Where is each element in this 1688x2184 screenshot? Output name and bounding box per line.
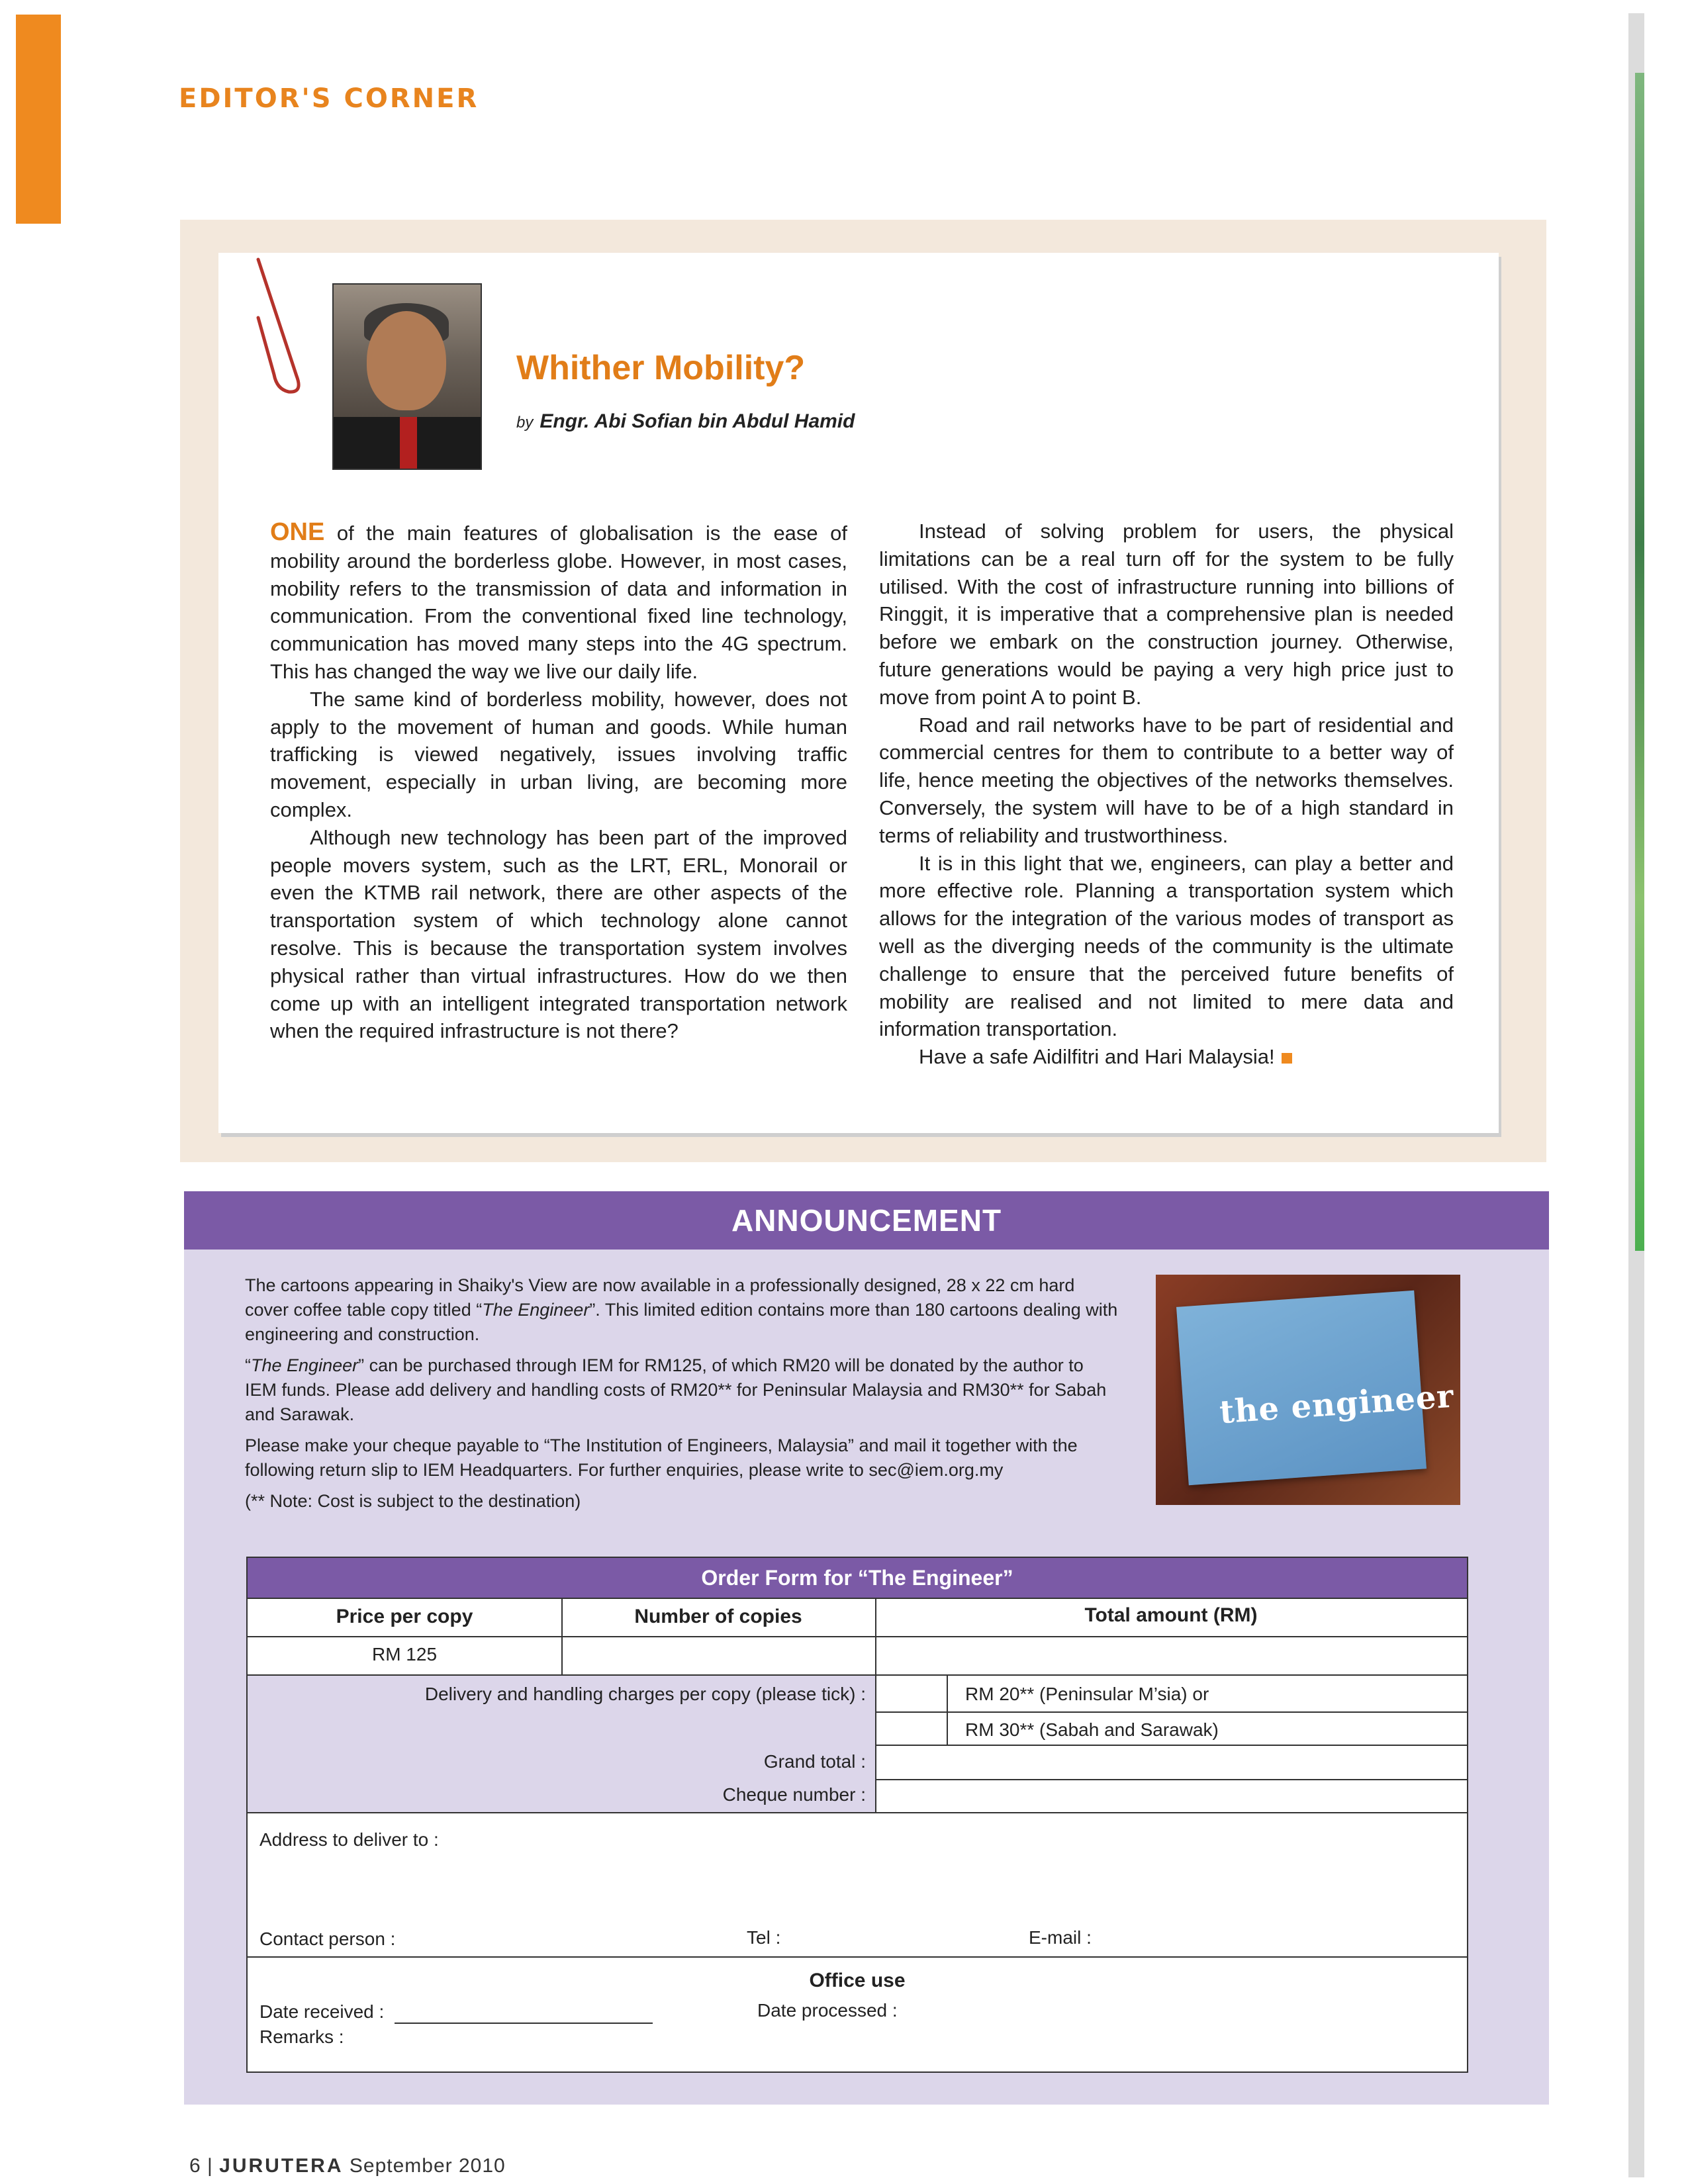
address-input[interactable]	[259, 1856, 1451, 1922]
rule	[248, 1674, 1467, 1676]
author-name: Engr. Abi Sofian bin Abdul Hamid	[539, 410, 855, 432]
article-paragraph: It is in this light that we, engineers, can play a better and more effective role. Planning a transportation system which allows for the integration of the various modes of transport as well as the diverging needs of the community is the ultimate challenge to ensure that the perceived future benefits of mobility are realised and not limited to mere data and information transportation.	[879, 851, 1454, 1041]
tel-label: Tel :	[747, 1927, 781, 1948]
rule	[248, 1812, 1467, 1813]
paperclip-icon	[245, 251, 318, 397]
footer-divider: |	[207, 2155, 220, 2177]
page-edge-image	[1635, 73, 1644, 1251]
announcement-header: ANNOUNCEMENT	[184, 1191, 1549, 1250]
office-use-heading: Office use	[809, 1970, 906, 1991]
rule	[947, 1674, 948, 1746]
rule	[876, 1711, 1467, 1713]
column-header-price: Price per copy	[336, 1606, 473, 1627]
byline	[516, 410, 855, 433]
announcement-text	[245, 1273, 1119, 1520]
rule	[248, 1598, 1467, 1599]
text-span: ” can be purchased through IEM for RM125, of which RM20 will be donated by the author to IEM funds. Please add delivery and handling costs of RM20** for Peninsular Malaysia and RM30** for Sabah and Sarawak.	[245, 1355, 1107, 1424]
byline-prefix: by	[516, 414, 534, 432]
address-label: Address to deliver to :	[259, 1829, 439, 1850]
date-received-label: Date received :	[259, 2001, 385, 2022]
book-photo	[1156, 1275, 1460, 1505]
column-header-total: Total amount (RM)	[1084, 1604, 1258, 1626]
price-value: RM 125	[371, 1644, 438, 1664]
closing-text: Have a safe Aidilfitri and Hari Malaysia!	[919, 1045, 1275, 1069]
book-title-italic: The Engineer	[251, 1355, 359, 1375]
email-label: E-mail :	[1029, 1927, 1092, 1948]
rule	[248, 1636, 1467, 1637]
article-title: Whither Mobility?	[516, 349, 806, 387]
text-span: ”. This limited edition contains more than 180 cartoons dealing with engineering and construction.	[245, 1300, 1118, 1344]
article-paragraph: Instead of solving problem for users, the physical limitations can be a real turn off for the system to be fully utilised. With the cost of infrastructure running into billions of Ringgit, it is imperative that a comprehensive plan is needed before we embark on the construction journey. Otherwise, future generations would be paying a very high price just to move from point A to point B.	[879, 520, 1454, 709]
book-title-italic: The Engineer	[482, 1300, 590, 1320]
grand-total-label: Grand total :	[763, 1751, 866, 1772]
option-peninsular: RM 20** (Peninsular M’sia) or	[965, 1684, 1209, 1704]
option-sabah-sarawak: RM 30** (Sabah and Sarawak)	[965, 1719, 1219, 1740]
cheque-number-input[interactable]	[876, 1780, 1467, 1812]
issue-date: September 2010	[349, 2155, 506, 2177]
cheque-number-label: Cheque number :	[722, 1784, 866, 1805]
article-paragraph: The same kind of borderless mobility, however, does not apply to the movement of human and goods. While human trafficking is viewed negatively, issues involving traffic movement, especially in urban living, are becoming more complex.	[270, 687, 847, 821]
copies-input[interactable]	[561, 1637, 875, 1674]
page-number: 6	[189, 2155, 201, 2177]
paragraph-text: of the main features of globalisation is the ease of mobility around the borderless globe. However, in most cases, mobility refers to the transmission of data and information in communication. From the conventional fixed line technology, communication has moved many steps into the 4G spectrum. This has changed the way we live our daily life.	[270, 522, 847, 683]
total-amount-input[interactable]	[876, 1637, 1467, 1674]
rule	[248, 1956, 1467, 1958]
date-processed-label: Date processed :	[757, 2000, 898, 2021]
announcement-paragraph: Please make your cheque payable to “The Institution of Engineers, Malaysia” and mail it together with the following return slip to IEM Headquarters. For further enquiries, please write to sec@iem.org.my	[245, 1435, 1078, 1480]
announcement-note: (** Note: Cost is subject to the destination)	[245, 1491, 581, 1511]
order-form	[246, 1557, 1468, 2073]
tick-box-peninsular[interactable]	[876, 1676, 947, 1711]
announcement-paragraph	[245, 1273, 1119, 1347]
announcement-paragraph	[245, 1353, 1119, 1427]
remarks-label: Remarks :	[259, 2026, 344, 2047]
column-header-copies: Number of copies	[634, 1606, 802, 1627]
page-footer	[189, 2155, 506, 2177]
author-photo	[332, 283, 482, 470]
section-title: EDITOR'S CORNER	[179, 83, 479, 114]
tick-box-sabah-sarawak[interactable]	[876, 1713, 947, 1745]
grand-total-input[interactable]	[876, 1746, 1467, 1779]
article-paragraph	[270, 519, 847, 686]
date-received-line	[395, 2023, 653, 2024]
section-tab	[16, 15, 61, 224]
end-mark-icon	[1282, 1053, 1292, 1064]
article-paragraph: Although new technology has been part of the improved people movers system, such as the LRT, ERL, Monorail or even the KTMB rail network, there are other aspects of the transportation system of which technology alone cannot resolve. This is because the transportation system involves physical rather than virtual infrastructures. How do we then come up with an intelligent integrated transportation network when the required infrastructure is not there?	[270, 825, 847, 1043]
book-cover-title: the engineer	[1218, 1377, 1456, 1432]
text-span: “	[245, 1355, 251, 1375]
text-span: The cartoons appearing in Shaiky's View are now available in a professionally designed, 28 x 22 cm hard cover coffee table copy titled “	[245, 1275, 1075, 1320]
order-form-title: Order Form for “The Engineer”	[248, 1558, 1467, 1598]
magazine-name: JURUTERA	[219, 2155, 344, 2177]
delivery-label: Delivery and handling charges per copy (please tick) :	[424, 1684, 866, 1704]
dropcap-word: ONE	[270, 518, 325, 546]
contact-person-label: Contact person :	[259, 1929, 396, 1949]
article-column-left	[270, 519, 847, 1045]
article-column-right	[879, 518, 1454, 1071]
article-paragraph: Road and rail networks have to be part of residential and commercial centres for them to contribute to a better way of life, hence meeting the objectives of the networks themselves. Conversely, the system will have to be of a high standard in terms of reliability and trustworthiness.	[879, 713, 1454, 847]
article-paragraph	[879, 1043, 1454, 1071]
